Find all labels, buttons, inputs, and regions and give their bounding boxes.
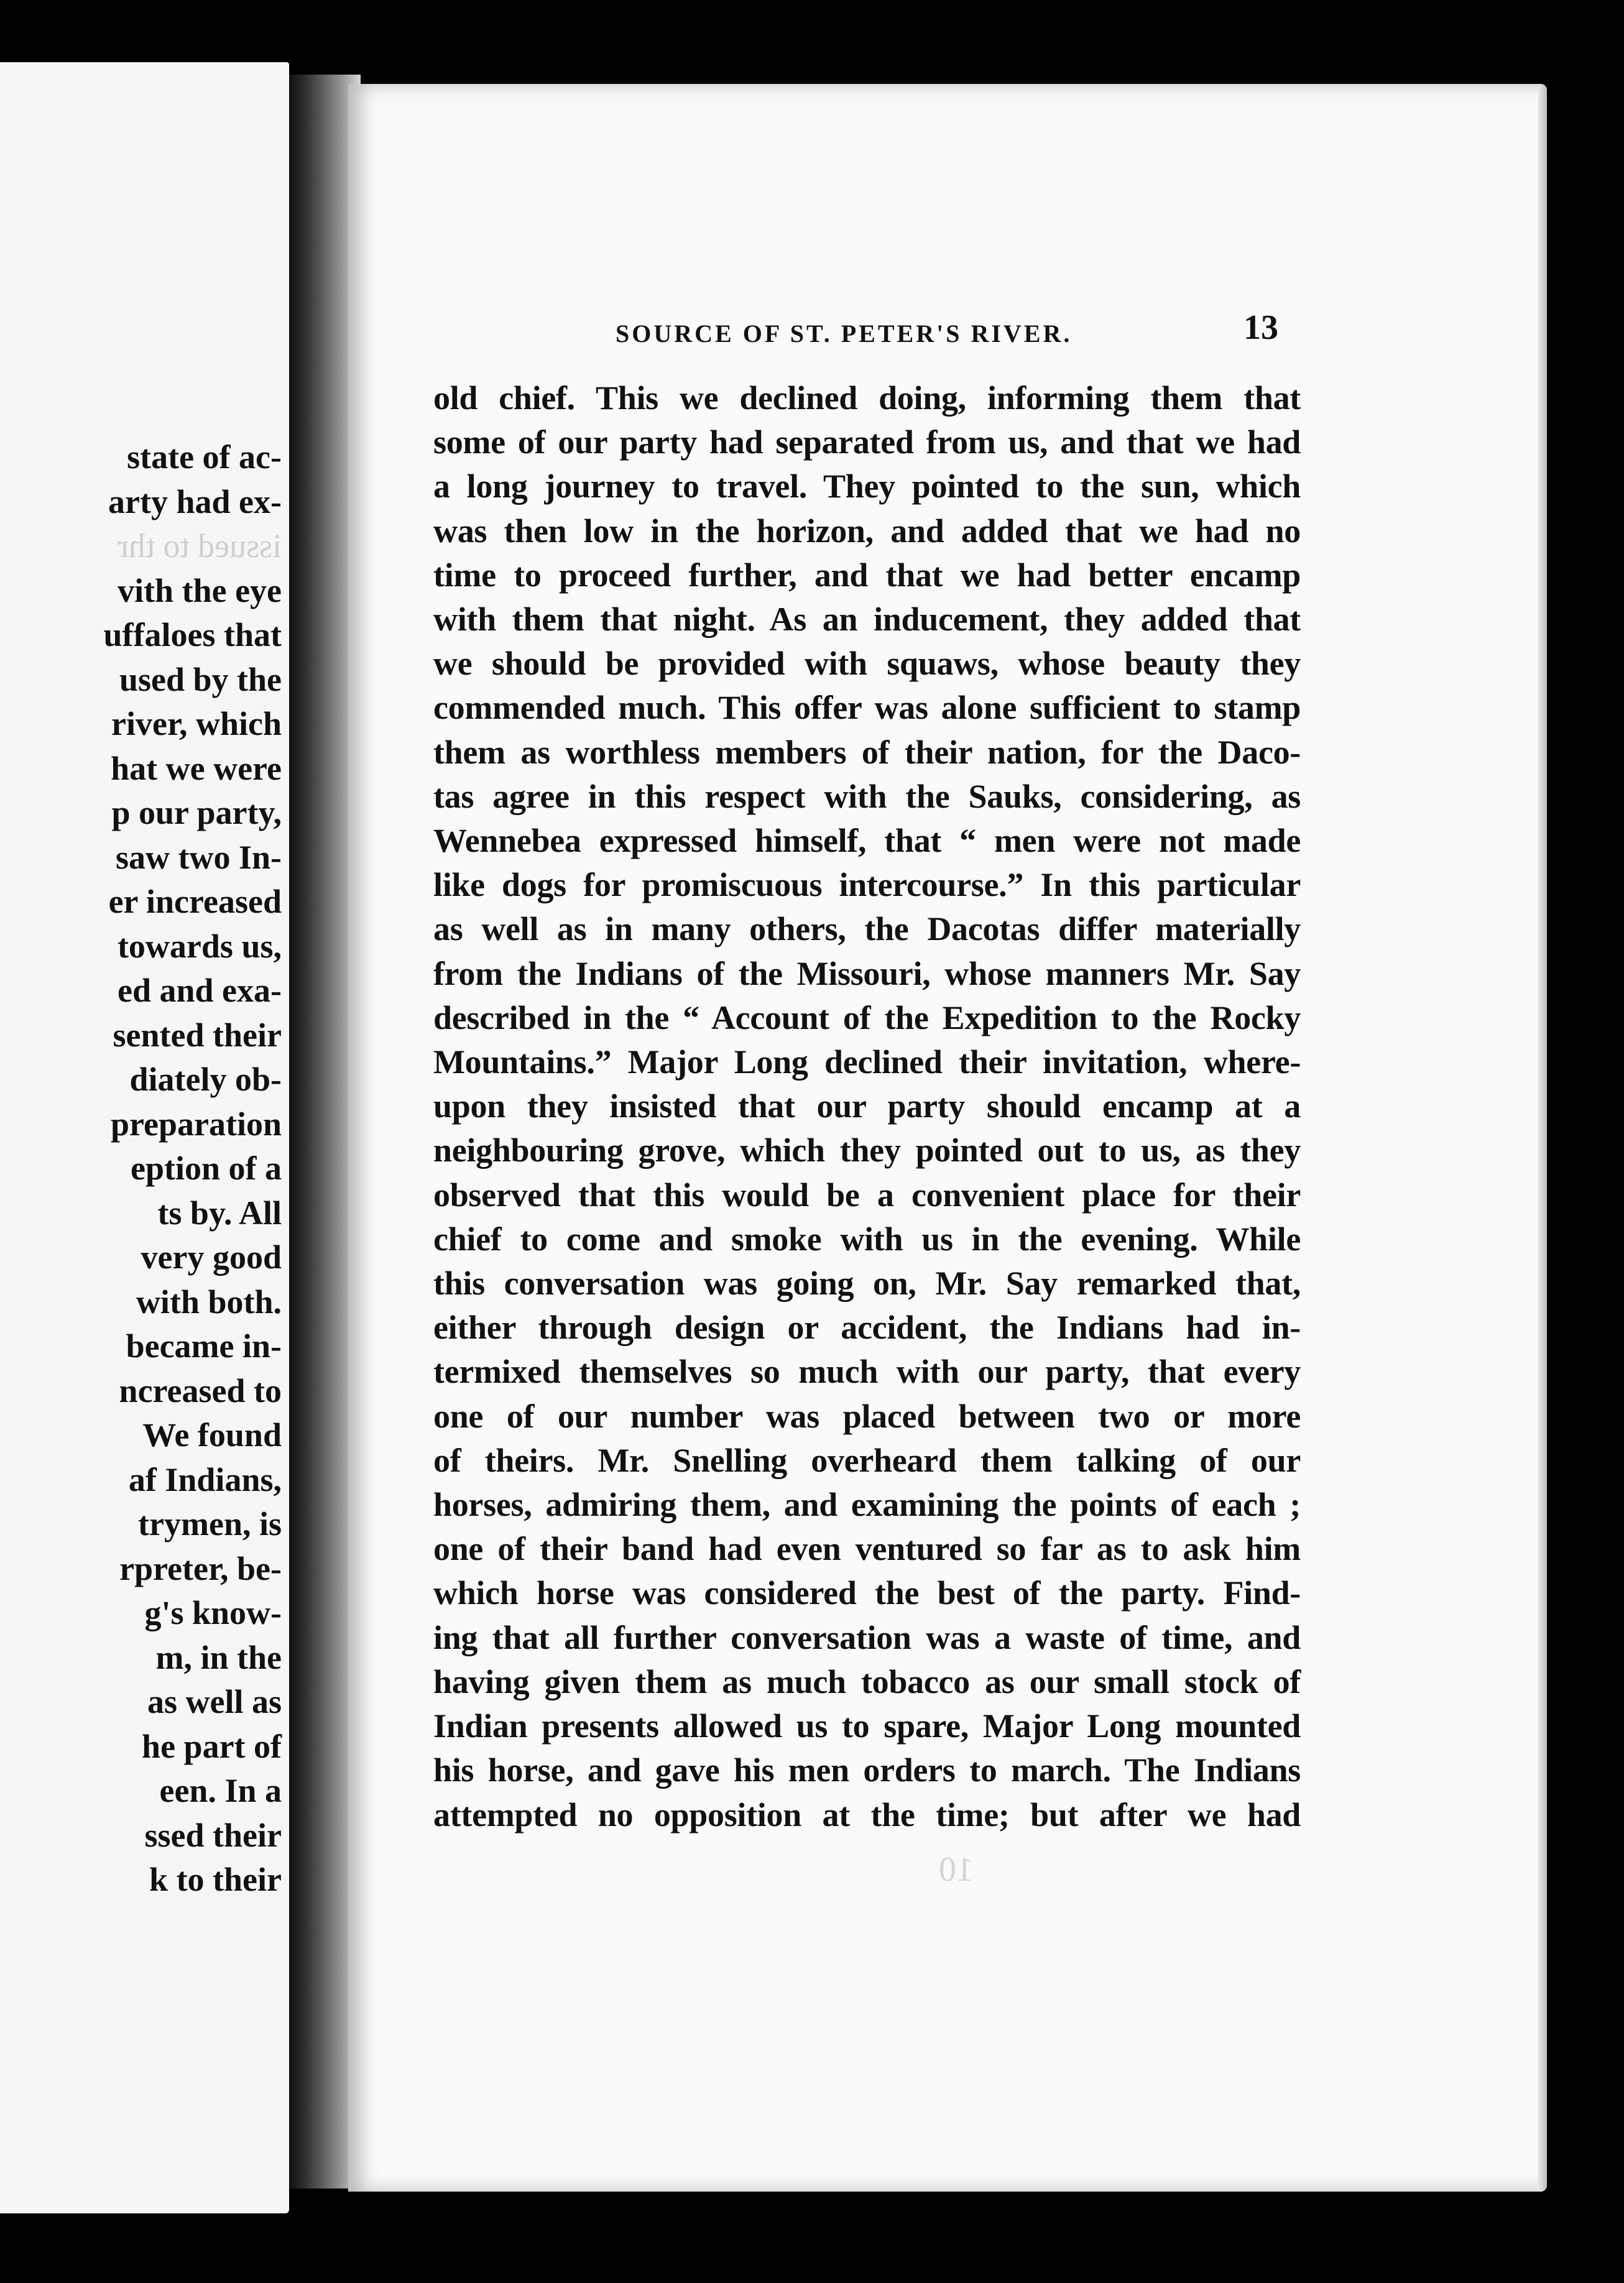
text-line: time to proceed further, and that we had better encamp [433,556,1301,594]
running-head: SOURCE OF ST. PETER'S RIVER. [616,320,1073,348]
text-line: either through design or accident, the Indians had in- [433,1309,1301,1347]
left-page-line: g's know- [144,1594,282,1631]
left-page-line: een. In a [159,1772,282,1809]
left-page-line: af Indians, [128,1460,282,1498]
text-line: them as worthless members of their nation, for the Daco- [433,733,1301,771]
body-text [433,376,1301,1837]
page-edge [1538,84,1547,2192]
left-page-line: ed and exa- [117,972,282,1009]
left-page-line: eption of a [131,1150,282,1187]
text-line: a long journey to travel. They pointed to the sun, which [433,468,1301,505]
left-page-line: uffaloes that [103,616,282,653]
text-line: one of our number was placed between two or more [433,1397,1301,1435]
text-line: Indian presents allowed us to spare, Major Long mounted [433,1707,1301,1745]
text-line: old chief. This we declined doing, informing them that [433,379,1301,417]
left-page-line: as well as [147,1683,282,1720]
text-line: ing that all further conversation was a waste of time, and [433,1618,1301,1656]
text-line: having given them as much tobacco as our small stock of [433,1663,1301,1700]
left-page-line: m, in the [155,1638,282,1676]
left-page-line: with both. [136,1283,282,1321]
text-line: was then low in the horizon, and added that we had no [433,512,1301,550]
text-line: attempted no opposition at the time; but after we had [433,1796,1301,1833]
left-page-line: he part of [142,1727,282,1765]
text-line: this conversation was going on, Mr. Say remarked that, [433,1265,1301,1303]
left-page-text [0,435,282,1902]
text-line: Wennebea expressed himself, that “ men were not made [433,822,1301,860]
left-page-line: hat we were [111,749,282,787]
bleed-through-page-number: 10 [939,1850,974,1889]
text-line: some of our party had separated from us, and that we had [433,423,1301,461]
left-page-line: arty had ex- [108,482,282,520]
text-line: with them that night. As an inducement, they added that [433,601,1301,639]
text-line: chief to come and smoke with us in the evening. While [433,1220,1301,1258]
left-page-line: towards us, [117,927,282,965]
left-page-line: vith the eye [118,571,282,609]
left-page-line: rpreter, be- [119,1549,282,1587]
left-page-line: k to their [149,1861,282,1898]
left-page-line: preparation [110,1105,282,1143]
left-page-line: used by the [119,660,282,698]
text-line: horses, admiring them, and examining the points of each ; [433,1486,1301,1524]
text-line: his horse, and gave his men orders to march. The Indians [433,1751,1301,1789]
text-line: as well as in many others, the Dacotas differ materially [433,910,1301,948]
text-line: one of their band had even ventured so far as to ask him [433,1530,1301,1568]
text-line: like dogs for promiscuous intercourse.” In this particular [433,866,1301,904]
text-line: of theirs. Mr. Snelling overheard them talking of our [433,1441,1301,1479]
text-line: upon they insisted that our party should encamp at a [433,1087,1301,1125]
text-line: neighbouring grove, which they pointed out to us, as they [433,1132,1301,1169]
left-page-line: p our party, [111,794,282,831]
text-line: which horse was considered the best of the party. Find- [433,1574,1301,1612]
left-page-line: saw two In- [115,838,282,876]
text-line: commended much. This offer was alone sufficient to stamp [433,689,1301,727]
text-line: described in the “ Account of the Expedition to the Rocky [433,999,1301,1036]
left-page-line: ncreased to [119,1372,282,1409]
left-page-line: ssed their [144,1816,282,1854]
right-page [348,84,1547,2192]
text-line: from the Indians of the Missouri, whose manners Mr. Say [433,954,1301,992]
left-page-line: issued to thr [118,527,282,565]
text-line: tas agree in this respect with the Sauks, considering, as [433,777,1301,815]
text-line: we should be provided with squaws, whose beauty they [433,645,1301,683]
page-number: 13 [1243,308,1278,347]
left-page-line: diately ob- [129,1061,282,1098]
left-page [0,62,289,2213]
left-page-line: We found [142,1416,282,1454]
left-page-line: state of ac- [127,438,282,476]
left-page-line: trymen, is [138,1505,282,1543]
left-page-line: very good [141,1238,282,1276]
text-line: observed that this would be a convenient place for their [433,1176,1301,1214]
left-page-line: river, which [111,705,282,742]
left-page-line: became in- [126,1327,282,1365]
left-page-line: sented their [113,1016,282,1054]
text-line: termixed themselves so much with our party, that every [433,1353,1301,1391]
left-page-line: er increased [108,883,282,920]
left-page-line: ts by. All [157,1194,282,1232]
text-line: Mountains.” Major Long declined their invitation, where- [433,1043,1301,1081]
